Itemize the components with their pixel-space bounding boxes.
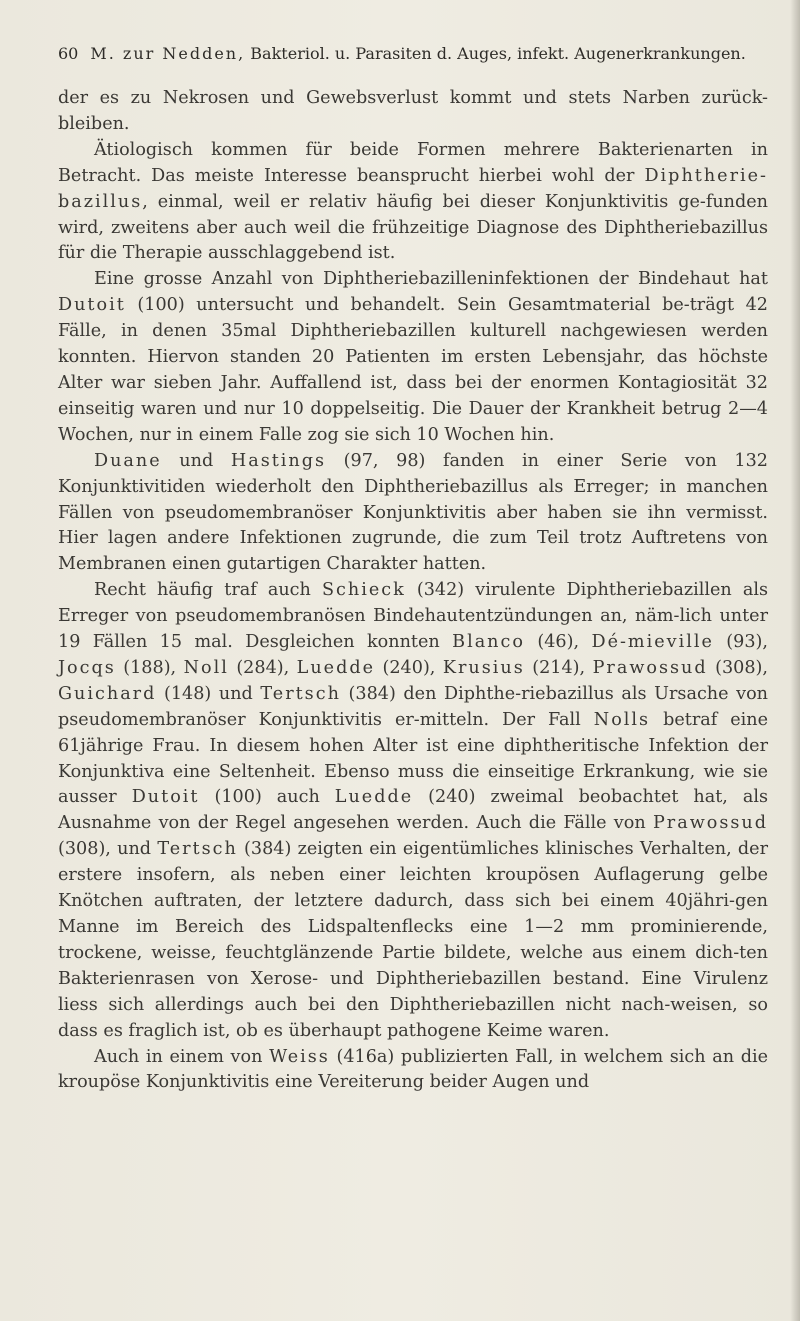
author-name: Krusius	[442, 657, 525, 678]
text-run: (93),	[713, 632, 768, 653]
text-run: Ätiologisch kommen für beide Formen mehrere Bakterienarten in Betracht. Das meiste Interesse beansprucht hierbei wohl der	[58, 139, 768, 186]
author-name: Luedde	[334, 787, 414, 808]
text-run: (188),	[115, 657, 184, 678]
paragraph	[58, 1045, 768, 1097]
author-name: Prawossud	[652, 813, 768, 834]
author-name: Luedde	[296, 657, 376, 678]
header-title: Bakteriol. u. Parasiten d. Auges, infekt. Augenerkrankungen.	[250, 44, 746, 63]
text-run: (148) und	[156, 683, 261, 704]
author-name: Nolls	[593, 709, 651, 730]
header-author: M. zur Nedden,	[90, 44, 246, 63]
author-name: Blanco	[452, 632, 525, 653]
author-name: Diphtherie-bazillus	[58, 165, 768, 212]
author-name: Guichard	[58, 683, 157, 704]
author-name: Schieck	[321, 580, 406, 601]
author-name: Hastings	[230, 450, 327, 471]
text-run: (46),	[524, 632, 592, 653]
text-run: betraf eine 61jährige Frau. In diesem hohen Alter ist eine diphtheritische Infektion der Konjunktiva eine Seltenheit. Ebenso muss die einseitige Erkrankung, wie sie ausser	[58, 709, 768, 808]
text-run: , einmal, weil er relativ häufig bei dieser Konjunktivitis ge-funden wird, zweitens aber auch weil die frühzeitige Diagnose des Diphtheriebazillus für die Therapie ausschlaggebend ist.	[58, 191, 768, 264]
text-run: Eine grosse Anzahl von Diphtheriebazilleninfektionen der Bindehaut hat	[94, 269, 768, 290]
text-run: Auch in einem von	[94, 1046, 270, 1067]
paragraph	[58, 267, 768, 448]
text-run: (284),	[228, 657, 297, 678]
author-name: Tertsch	[157, 839, 238, 860]
author-name: Jocqs	[58, 657, 116, 678]
paragraph	[58, 138, 768, 268]
author-name: Dutoit	[58, 295, 126, 316]
paragraph	[58, 449, 768, 579]
text-run: (384) den Diphthe-riebazillus als Ursache von pseudomembranöser Konjunktivitis er-mitteln. Der Fall	[58, 683, 769, 730]
text-run: (100) auch	[199, 787, 335, 808]
paragraph	[58, 578, 768, 1044]
text-run: der es zu Nekrosen und Gewebsverlust kommt und stets Narben zurück-bleiben.	[58, 88, 768, 134]
text-run: (100) untersucht und behandelt. Sein Gesamtmaterial be-trägt 42 Fälle, in denen 35mal Diphtheriebazillen kulturell nachgewiesen werden konnten. Hiervon standen 20 Patienten im ersten Lebensjahr, das höchste Alter war sieben Jahr. Auffallend ist, dass bei der enormen Kontagiosität 32 einseitig waren und nur 10 doppelseitig. Die Dauer der Krankheit betrug 2—4 Wochen, nur in einem Falle zog sie sich 10 Wochen hin.	[58, 295, 768, 445]
text-run: (214),	[524, 657, 593, 678]
text-run: und	[161, 450, 231, 471]
author-name: Prawossud	[592, 657, 708, 678]
paragraph	[58, 86, 768, 138]
text-run: (240) zweimal beobachtet hat, als Ausnahme von der Regel angesehen werden. Auch die Fälle von	[58, 787, 768, 834]
author-name: Duane	[94, 450, 162, 471]
author-name: Dutoit	[131, 787, 200, 808]
running-header	[58, 44, 758, 63]
text-run: Recht häufig traf auch	[94, 580, 322, 601]
page-number: 60	[58, 44, 79, 63]
author-name: Dé-mieville	[591, 632, 714, 653]
body-text	[58, 86, 768, 1096]
text-run: (240),	[375, 657, 443, 678]
text-run: (308),	[707, 657, 768, 678]
text-run: (416a) publizierten Fall, in welchem sich an die kroupöse Konjunktivitis eine Vereiterung beider Augen und	[58, 1046, 768, 1093]
author-name: Tertsch	[260, 683, 341, 704]
text-run: (97, 98) fanden in einer Serie von 132 Konjunktivitiden wiederholt den Diphtheriebazillus als Erreger; in manchen Fällen von pseudomembranöser Konjunktivitis aber haben sie ihn vermisst. Hier lagen andere Infektionen zugrunde, die zum Teil trotz Auftretens von Membranen einen gutartigen Charakter hatten.	[58, 450, 768, 575]
text-run: (342) virulente Diphtheriebazillen als Erreger von pseudomembranösen Bindehautentzündungen an, näm-lich unter 19 Fällen 15 mal. Desgleichen konnten	[58, 580, 768, 653]
page-edge-shadow	[790, 0, 800, 1321]
author-name: Weiss	[269, 1046, 330, 1067]
text-run: (308), und	[58, 839, 158, 860]
text-run: (384) zeigten ein eigentümliches klinisches Verhalten, der erstere insofern, als neben einer leichten kroupösen Auflagerung gelbe Knötchen auftraten, der letztere dadurch, dass sich bei einem 40jähri-gen Manne im Bereich des Lidspaltenflecks eine 1—2 mm prominierende, trockene, weisse, feuchtglänzende Partie bildete, welche aus einem dich-ten Bakterienrasen von Xerose- und Diphtheriebazillen bestand. Eine Virulenz liess sich allerdings auch bei den Diphtheriebazillen nicht nach-weisen, so dass es fraglich ist, ob es überhaupt pathogene Keime waren.	[58, 839, 768, 1041]
author-name: Noll	[183, 657, 229, 678]
